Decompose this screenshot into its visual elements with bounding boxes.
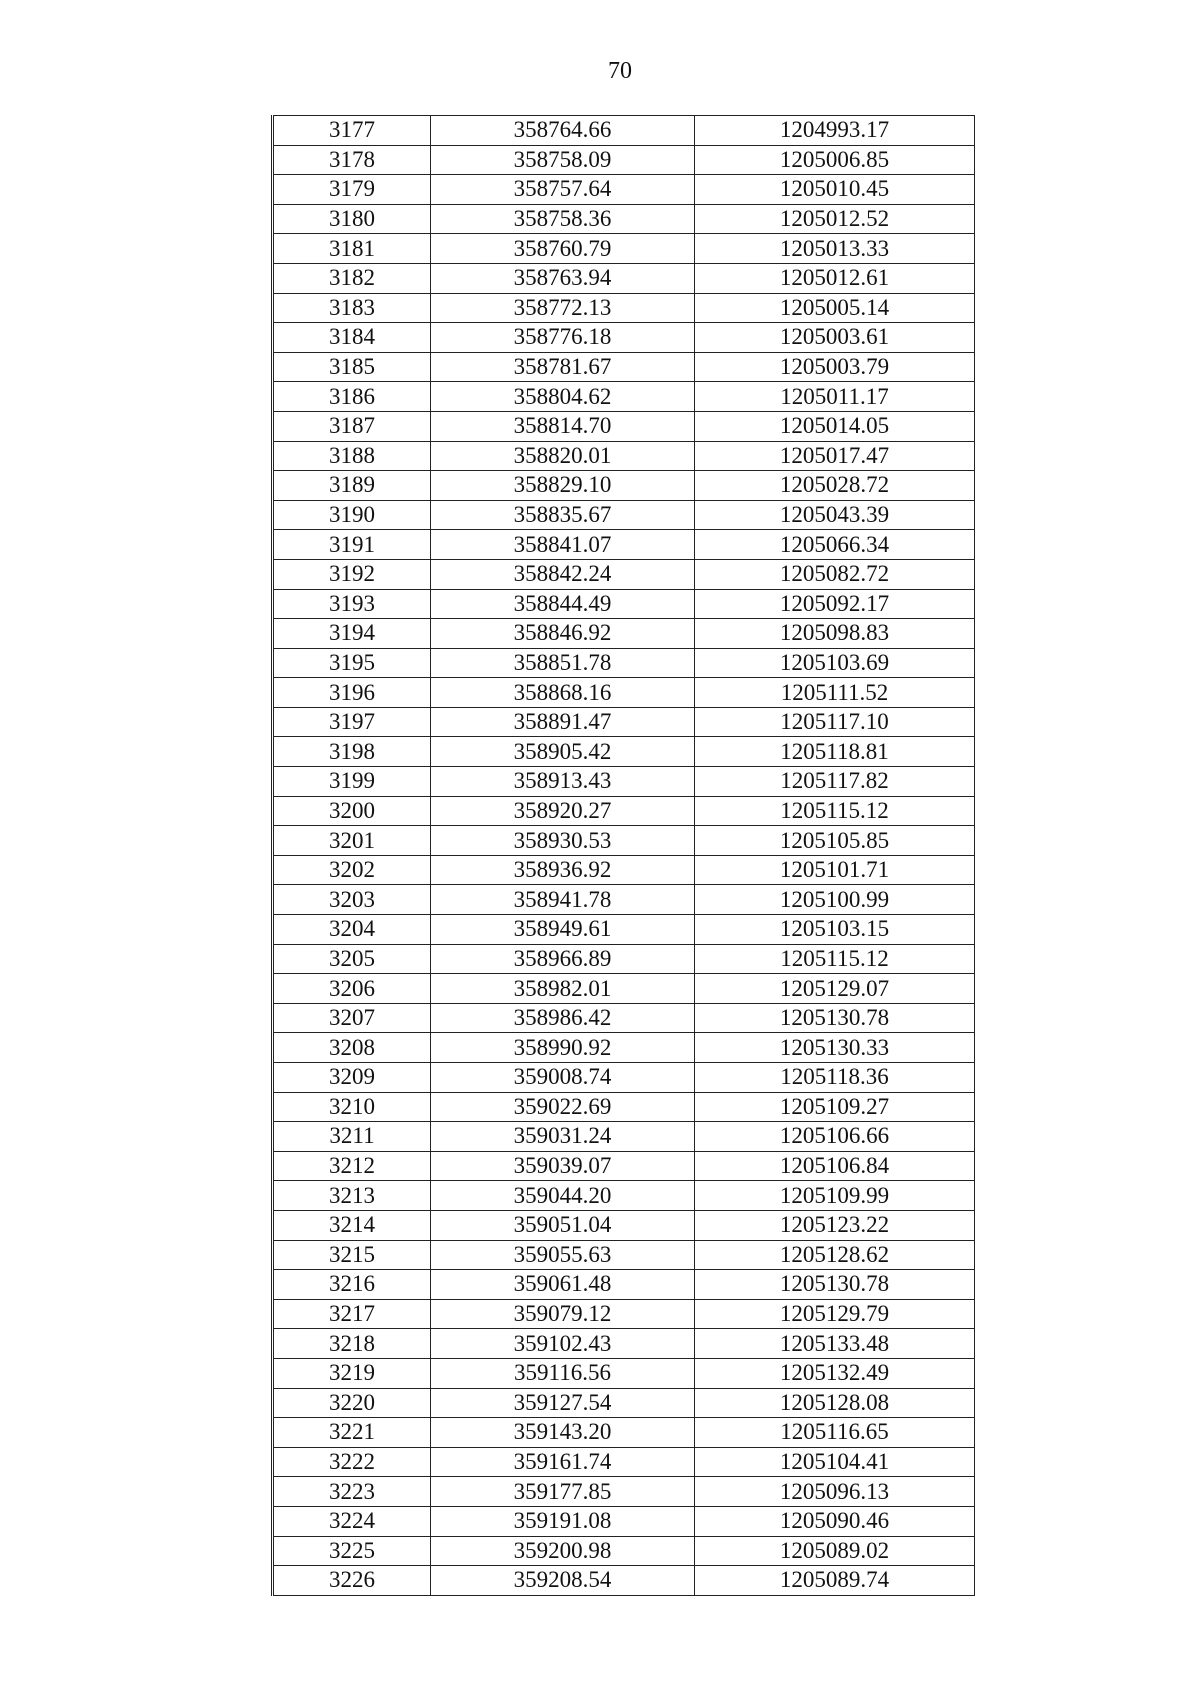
x-coordinate-cell: 359051.04 [431, 1210, 695, 1240]
table-row [273, 293, 975, 323]
point-number-cell: 3222 [273, 1447, 431, 1477]
y-coordinate-cell: 1205104.41 [695, 1447, 975, 1477]
point-number-cell: 3210 [273, 1092, 431, 1122]
coordinate-table [271, 115, 975, 1596]
table-row [273, 1299, 975, 1329]
y-coordinate-cell: 1205089.02 [695, 1536, 975, 1566]
table-row [273, 826, 975, 856]
x-coordinate-cell: 358814.70 [431, 411, 695, 441]
x-coordinate-cell: 359008.74 [431, 1063, 695, 1093]
table-row [273, 1447, 975, 1477]
table-row [273, 471, 975, 501]
y-coordinate-cell: 1205066.34 [695, 530, 975, 560]
table-row [273, 530, 975, 560]
point-number-cell: 3203 [273, 885, 431, 915]
y-coordinate-cell: 1205132.49 [695, 1358, 975, 1388]
table-row [273, 678, 975, 708]
x-coordinate-cell: 358846.92 [431, 619, 695, 649]
point-number-cell: 3191 [273, 530, 431, 560]
table-row [273, 1122, 975, 1152]
x-coordinate-cell: 358891.47 [431, 707, 695, 737]
point-number-cell: 3213 [273, 1181, 431, 1211]
table-row [273, 1418, 975, 1448]
table-row [273, 116, 975, 146]
x-coordinate-cell: 358820.01 [431, 441, 695, 471]
table-row [273, 1477, 975, 1507]
y-coordinate-cell: 1205092.17 [695, 589, 975, 619]
table-row [273, 885, 975, 915]
y-coordinate-cell: 1205128.08 [695, 1388, 975, 1418]
point-number-cell: 3197 [273, 707, 431, 737]
table-row [273, 1536, 975, 1566]
point-number-cell: 3185 [273, 352, 431, 382]
point-number-cell: 3182 [273, 263, 431, 293]
table-row [273, 915, 975, 945]
x-coordinate-cell: 358842.24 [431, 559, 695, 589]
y-coordinate-cell: 1205098.83 [695, 619, 975, 649]
y-coordinate-cell: 1205130.78 [695, 1003, 975, 1033]
table-row [273, 1270, 975, 1300]
x-coordinate-cell: 358913.43 [431, 767, 695, 797]
point-number-cell: 3198 [273, 737, 431, 767]
x-coordinate-cell: 358949.61 [431, 915, 695, 945]
x-coordinate-cell: 358851.78 [431, 648, 695, 678]
x-coordinate-cell: 358966.89 [431, 944, 695, 974]
point-number-cell: 3220 [273, 1388, 431, 1418]
x-coordinate-cell: 358841.07 [431, 530, 695, 560]
y-coordinate-cell: 1205017.47 [695, 441, 975, 471]
point-number-cell: 3192 [273, 559, 431, 589]
table-row [273, 1506, 975, 1536]
y-coordinate-cell: 1205106.84 [695, 1151, 975, 1181]
point-number-cell: 3196 [273, 678, 431, 708]
table-row [273, 1181, 975, 1211]
x-coordinate-cell: 359061.48 [431, 1270, 695, 1300]
x-coordinate-cell: 359102.43 [431, 1329, 695, 1359]
table-row [273, 1388, 975, 1418]
point-number-cell: 3199 [273, 767, 431, 797]
x-coordinate-cell: 358760.79 [431, 234, 695, 264]
x-coordinate-cell: 358829.10 [431, 471, 695, 501]
x-coordinate-cell: 358804.62 [431, 382, 695, 412]
table-row [273, 944, 975, 974]
point-number-cell: 3221 [273, 1418, 431, 1448]
x-coordinate-cell: 358930.53 [431, 826, 695, 856]
x-coordinate-cell: 358772.13 [431, 293, 695, 323]
x-coordinate-cell: 359127.54 [431, 1388, 695, 1418]
table-row [273, 382, 975, 412]
table-row [273, 352, 975, 382]
point-number-cell: 3200 [273, 796, 431, 826]
y-coordinate-cell: 1205005.14 [695, 293, 975, 323]
table-row [273, 589, 975, 619]
table-row [273, 619, 975, 649]
x-coordinate-cell: 358763.94 [431, 263, 695, 293]
y-coordinate-cell: 1205106.66 [695, 1122, 975, 1152]
table-row [273, 707, 975, 737]
point-number-cell: 3223 [273, 1477, 431, 1507]
table-row [273, 1003, 975, 1033]
x-coordinate-cell: 358835.67 [431, 500, 695, 530]
table-row [273, 855, 975, 885]
y-coordinate-cell: 1204993.17 [695, 116, 975, 146]
y-coordinate-cell: 1205129.07 [695, 974, 975, 1004]
x-coordinate-cell: 359200.98 [431, 1536, 695, 1566]
x-coordinate-cell: 359116.56 [431, 1358, 695, 1388]
x-coordinate-cell: 358781.67 [431, 352, 695, 382]
point-number-cell: 3181 [273, 234, 431, 264]
x-coordinate-cell: 358941.78 [431, 885, 695, 915]
table-row [273, 234, 975, 264]
table-row [273, 1063, 975, 1093]
x-coordinate-cell: 359055.63 [431, 1240, 695, 1270]
table-row [273, 1033, 975, 1063]
x-coordinate-cell: 359177.85 [431, 1477, 695, 1507]
x-coordinate-cell: 359161.74 [431, 1447, 695, 1477]
table-row [273, 263, 975, 293]
x-coordinate-cell: 358905.42 [431, 737, 695, 767]
point-number-cell: 3187 [273, 411, 431, 441]
table-row [273, 204, 975, 234]
x-coordinate-cell: 359022.69 [431, 1092, 695, 1122]
table-row [273, 1566, 975, 1596]
y-coordinate-cell: 1205123.22 [695, 1210, 975, 1240]
point-number-cell: 3209 [273, 1063, 431, 1093]
y-coordinate-cell: 1205117.10 [695, 707, 975, 737]
table-row [273, 974, 975, 1004]
point-number-cell: 3177 [273, 116, 431, 146]
point-number-cell: 3195 [273, 648, 431, 678]
point-number-cell: 3179 [273, 175, 431, 205]
y-coordinate-cell: 1205090.46 [695, 1506, 975, 1536]
y-coordinate-cell: 1205118.81 [695, 737, 975, 767]
table-row [273, 648, 975, 678]
y-coordinate-cell: 1205100.99 [695, 885, 975, 915]
point-number-cell: 3190 [273, 500, 431, 530]
table-row [273, 175, 975, 205]
point-number-cell: 3219 [273, 1358, 431, 1388]
x-coordinate-cell: 359191.08 [431, 1506, 695, 1536]
point-number-cell: 3208 [273, 1033, 431, 1063]
x-coordinate-cell: 358868.16 [431, 678, 695, 708]
x-coordinate-cell: 358982.01 [431, 974, 695, 1004]
point-number-cell: 3218 [273, 1329, 431, 1359]
y-coordinate-cell: 1205109.27 [695, 1092, 975, 1122]
point-number-cell: 3204 [273, 915, 431, 945]
point-number-cell: 3212 [273, 1151, 431, 1181]
y-coordinate-cell: 1205043.39 [695, 500, 975, 530]
point-number-cell: 3193 [273, 589, 431, 619]
y-coordinate-cell: 1205128.62 [695, 1240, 975, 1270]
x-coordinate-cell: 359039.07 [431, 1151, 695, 1181]
y-coordinate-cell: 1205115.12 [695, 944, 975, 974]
x-coordinate-cell: 358758.36 [431, 204, 695, 234]
y-coordinate-cell: 1205028.72 [695, 471, 975, 501]
table-row [273, 1210, 975, 1240]
y-coordinate-cell: 1205130.33 [695, 1033, 975, 1063]
x-coordinate-cell: 358776.18 [431, 323, 695, 353]
x-coordinate-cell: 358844.49 [431, 589, 695, 619]
point-number-cell: 3224 [273, 1506, 431, 1536]
x-coordinate-cell: 358758.09 [431, 145, 695, 175]
y-coordinate-cell: 1205082.72 [695, 559, 975, 589]
page-number: 70 [608, 58, 632, 84]
y-coordinate-cell: 1205101.71 [695, 855, 975, 885]
table-row [273, 1240, 975, 1270]
table-row [273, 1151, 975, 1181]
point-number-cell: 3184 [273, 323, 431, 353]
table-row [273, 323, 975, 353]
x-coordinate-cell: 359079.12 [431, 1299, 695, 1329]
y-coordinate-cell: 1205012.52 [695, 204, 975, 234]
point-number-cell: 3225 [273, 1536, 431, 1566]
y-coordinate-cell: 1205013.33 [695, 234, 975, 264]
point-number-cell: 3201 [273, 826, 431, 856]
point-number-cell: 3207 [273, 1003, 431, 1033]
point-number-cell: 3216 [273, 1270, 431, 1300]
y-coordinate-cell: 1205129.79 [695, 1299, 975, 1329]
point-number-cell: 3214 [273, 1210, 431, 1240]
y-coordinate-cell: 1205011.17 [695, 382, 975, 412]
x-coordinate-cell: 359031.24 [431, 1122, 695, 1152]
x-coordinate-cell: 358757.64 [431, 175, 695, 205]
y-coordinate-cell: 1205010.45 [695, 175, 975, 205]
y-coordinate-cell: 1205003.61 [695, 323, 975, 353]
y-coordinate-cell: 1205111.52 [695, 678, 975, 708]
point-number-cell: 3189 [273, 471, 431, 501]
y-coordinate-cell: 1205003.79 [695, 352, 975, 382]
table-row [273, 1092, 975, 1122]
y-coordinate-cell: 1205096.13 [695, 1477, 975, 1507]
y-coordinate-cell: 1205014.05 [695, 411, 975, 441]
y-coordinate-cell: 1205118.36 [695, 1063, 975, 1093]
table-row [273, 1358, 975, 1388]
point-number-cell: 3211 [273, 1122, 431, 1152]
table-row [273, 767, 975, 797]
point-number-cell: 3217 [273, 1299, 431, 1329]
table-row [273, 559, 975, 589]
table-row [273, 441, 975, 471]
point-number-cell: 3206 [273, 974, 431, 1004]
y-coordinate-cell: 1205115.12 [695, 796, 975, 826]
x-coordinate-cell: 358764.66 [431, 116, 695, 146]
table-row [273, 411, 975, 441]
table-row [273, 500, 975, 530]
y-coordinate-cell: 1205133.48 [695, 1329, 975, 1359]
y-coordinate-cell: 1205103.15 [695, 915, 975, 945]
y-coordinate-cell: 1205109.99 [695, 1181, 975, 1211]
point-number-cell: 3180 [273, 204, 431, 234]
x-coordinate-cell: 358986.42 [431, 1003, 695, 1033]
point-number-cell: 3178 [273, 145, 431, 175]
point-number-cell: 3183 [273, 293, 431, 323]
point-number-cell: 3226 [273, 1566, 431, 1596]
x-coordinate-cell: 358936.92 [431, 855, 695, 885]
y-coordinate-cell: 1205012.61 [695, 263, 975, 293]
point-number-cell: 3215 [273, 1240, 431, 1270]
point-number-cell: 3205 [273, 944, 431, 974]
point-number-cell: 3194 [273, 619, 431, 649]
coordinate-table-body [273, 116, 975, 1596]
x-coordinate-cell: 358920.27 [431, 796, 695, 826]
x-coordinate-cell: 359044.20 [431, 1181, 695, 1211]
y-coordinate-cell: 1205089.74 [695, 1566, 975, 1596]
point-number-cell: 3202 [273, 855, 431, 885]
x-coordinate-cell: 359208.54 [431, 1566, 695, 1596]
y-coordinate-cell: 1205103.69 [695, 648, 975, 678]
x-coordinate-cell: 359143.20 [431, 1418, 695, 1448]
y-coordinate-cell: 1205130.78 [695, 1270, 975, 1300]
y-coordinate-cell: 1205006.85 [695, 145, 975, 175]
table-row [273, 737, 975, 767]
y-coordinate-cell: 1205117.82 [695, 767, 975, 797]
point-number-cell: 3188 [273, 441, 431, 471]
table-row [273, 796, 975, 826]
table-row [273, 1329, 975, 1359]
table-row [273, 145, 975, 175]
y-coordinate-cell: 1205105.85 [695, 826, 975, 856]
point-number-cell: 3186 [273, 382, 431, 412]
y-coordinate-cell: 1205116.65 [695, 1418, 975, 1448]
x-coordinate-cell: 358990.92 [431, 1033, 695, 1063]
